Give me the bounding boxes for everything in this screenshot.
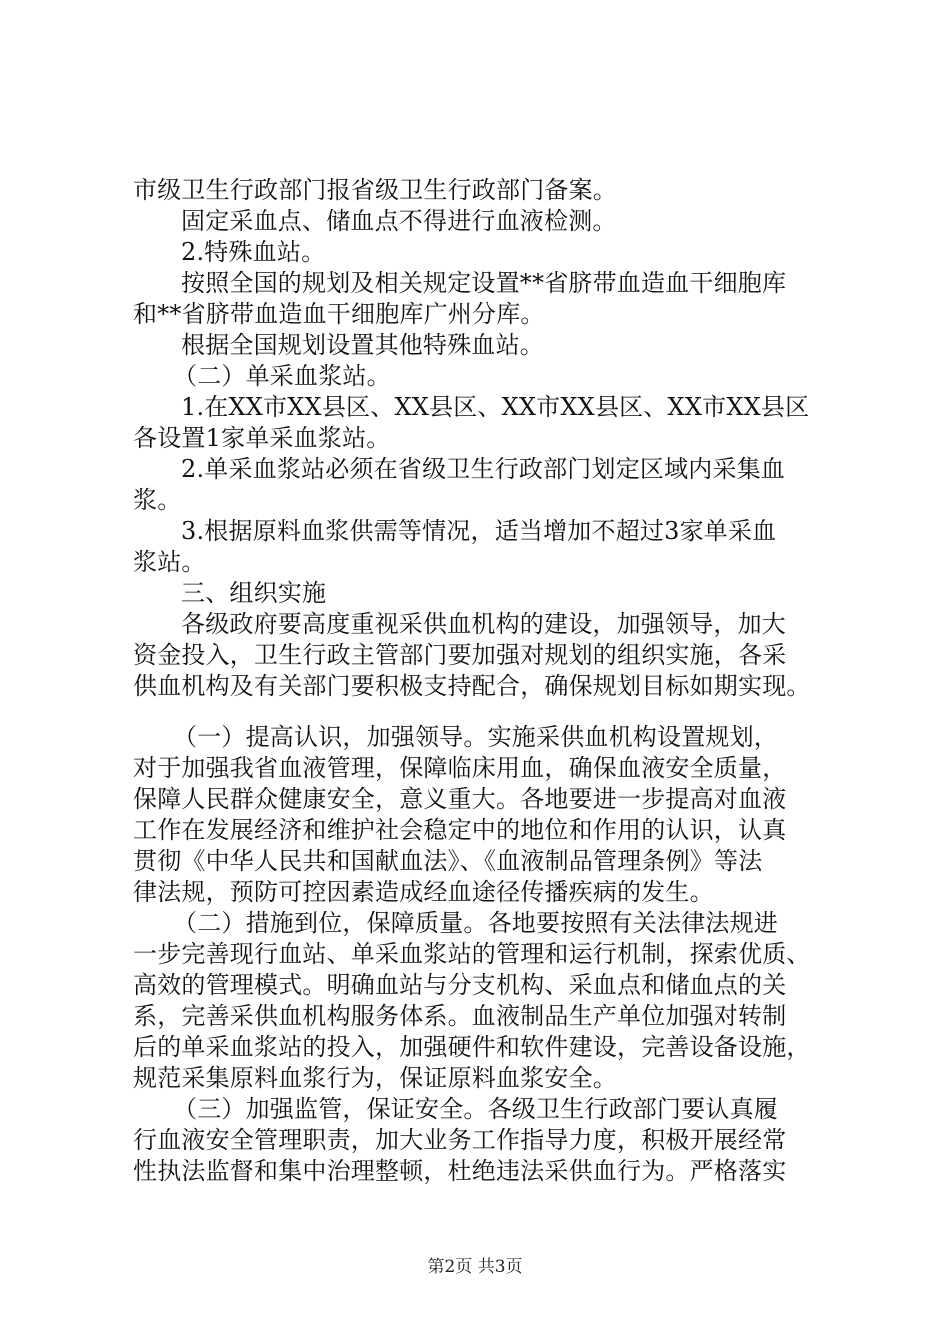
text-line: 行血液安全管理职责，加大业务工作指导力度，积极开展经常 — [133, 1126, 787, 1154]
text-line: 浆站。 — [133, 548, 206, 576]
page-footer: 第2页 共3页 — [427, 1257, 523, 1277]
section-heading: 三、组织实施 — [181, 579, 327, 607]
text-line: 1.在XX市XX县区、XX县区、XX市XX县区、XX市XX县区 — [181, 393, 810, 421]
text-line: 律法规，预防可控因素造成经血途径传播疾病的发生。 — [133, 878, 714, 906]
text-line: 根据全国规划设置其他特殊血站。 — [181, 331, 544, 359]
text-line: 对于加强我省血液管理，保障临床用血，确保血液安全质量， — [133, 754, 787, 782]
text-line: 按照全国的规划及相关规定设置**省脐带血造血干细胞库 — [181, 269, 787, 297]
text-line: 规范采集原料血浆行为，保证原料血浆安全。 — [133, 1064, 617, 1092]
body-text-top — [133, 175, 833, 702]
paragraph-lead: （三）加强监管，保证安全。各级卫生行政部门要认真履 — [173, 1095, 778, 1123]
paragraph-lead: （一）提高认识，加强领导。实施采供血机构设置规划， — [173, 723, 778, 751]
text-line: 和**省脐带血造血干细胞库广州分库。 — [133, 300, 545, 328]
text-line: 资金投入，卫生行政主管部门要加强对规划的组织实施，各采 — [133, 641, 787, 669]
section-heading: （二）单采血浆站。 — [173, 362, 391, 390]
text-line: 高效的管理模式。明确血站与分支机构、采血点和储血点的关 — [133, 971, 787, 999]
text-line: 2.特殊血站。 — [181, 238, 326, 266]
text-line: 市级卫生行政部门报省级卫生行政部门备案。 — [133, 176, 617, 204]
text-line: 2.单采血浆站必须在省级卫生行政部门划定区域内采集血 — [181, 455, 786, 483]
text-line: 保障人民群众健康安全，意义重大。各地要进一步提高对血液 — [133, 785, 787, 813]
text-line: 性执法监督和集中治理整顿，杜绝违法采供血行为。严格落实 — [133, 1157, 787, 1185]
text-line: 一步完善现行血站、单采血浆站的管理和运行机制，探索优质、 — [133, 940, 811, 968]
text-line: 系，完善采供血机构服务体系。血液制品生产单位加强对转制 — [133, 1002, 787, 1030]
text-line: 各设置1家单采血浆站。 — [133, 424, 391, 452]
text-line: 后的单采血浆站的投入，加强硬件和软件建设，完善设备设施， — [133, 1033, 811, 1061]
body-text-bottom — [133, 722, 833, 1187]
paragraph-lead: （二）措施到位，保障质量。各地要按照有关法律法规进 — [173, 909, 778, 937]
text-line: 供血机构及有关部门要积极支持配合，确保规划目标如期实现。 — [133, 672, 811, 700]
text-line: 工作在发展经济和维护社会稳定中的地位和作用的认识，认真 — [133, 816, 787, 844]
text-line: 贯彻《中华人民共和国献血法》、《血液制品管理条例》等法 — [133, 847, 763, 875]
text-line: 固定采血点、储血点不得进行血液检测。 — [181, 207, 617, 235]
text-line: 各级政府要高度重视采供血机构的建设，加强领导，加大 — [181, 610, 786, 638]
text-line: 3.根据原料血浆供需等情况，适当增加不超过3家单采血 — [181, 517, 777, 545]
text-line: 浆。 — [133, 486, 182, 514]
